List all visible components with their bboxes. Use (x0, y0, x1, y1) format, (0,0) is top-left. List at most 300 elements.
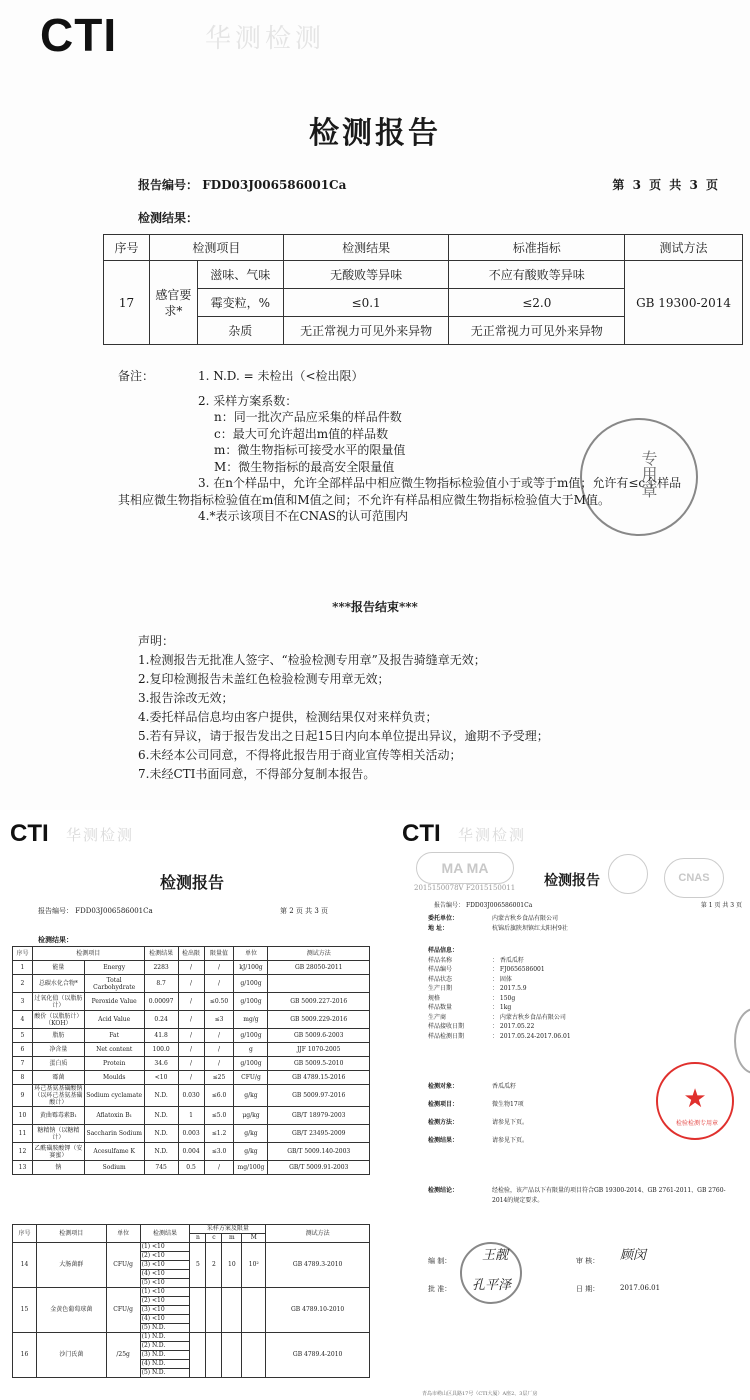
cell-en: Fat (84, 1029, 144, 1043)
cell-no: 1 (13, 961, 33, 975)
cell-result: N.D. (144, 1125, 178, 1143)
address-footer: 青岛市崂山区具路17号（CTI大厦）A座2、3层厂房 (422, 1391, 538, 1397)
report-number-label: 报告编号： (38, 907, 73, 915)
cell-method: GB 5009.6-2003 (268, 1029, 370, 1043)
cell-no: 12 (13, 1143, 33, 1161)
table-row (13, 1029, 370, 1043)
cell-sample-result: (3) <10 (140, 1261, 190, 1270)
cell-cn: 钠 (32, 1161, 84, 1175)
sample-info (428, 946, 728, 1041)
sample-key: 样品接收日期 (428, 1023, 465, 1030)
header-limit: 限量值 (204, 947, 234, 961)
cell-limit: / (204, 1043, 234, 1057)
header-standard: 标准指标 (449, 235, 625, 261)
cell-result: N.D. (144, 1085, 178, 1107)
page-title: 检测报告 (160, 873, 225, 892)
cell-lod: / (178, 975, 204, 993)
sample-key: 样品检测日期 (428, 1032, 465, 1040)
cti-logo-watermark: 华测检测 (458, 826, 527, 844)
cell-unit: CFU/g (106, 1288, 140, 1333)
table-row (13, 1243, 370, 1252)
cell-method: GB/T 23495-2009 (268, 1125, 370, 1143)
cell-method: GB 4789.3-2010 (266, 1243, 370, 1288)
cell-limit: ≤6.0 (204, 1085, 234, 1107)
cell-sample-result: (3) N.D. (140, 1351, 190, 1360)
header-unit: 单位 (106, 1225, 140, 1243)
seal-star-icon: ★ (683, 1084, 707, 1114)
cell-result: 34.6 (144, 1057, 178, 1071)
cell-sample-result: (5) <10 (140, 1279, 190, 1288)
check-value: 香瓜瓜籽 (492, 1083, 517, 1090)
row-item: 杂质 (197, 317, 283, 345)
sample-key: 样品编号 (428, 966, 453, 973)
cell-method: GB/T 18979-2003 (268, 1107, 370, 1125)
page-title: 检测报告 (309, 116, 441, 151)
declaration-line: 7.未经CTI书面同意，不得部分复制本报告。 (138, 767, 376, 781)
cell-no: 10 (13, 1107, 33, 1125)
edge-seal (734, 1008, 750, 1074)
sample-row (428, 984, 728, 994)
cell-unit: /25g (106, 1333, 140, 1378)
sample-label: 样品信息： (428, 947, 459, 954)
cell-cn: 蛋白质 (32, 1057, 84, 1071)
sample-value: ： FJ0656586001 (492, 966, 545, 973)
cnas-badge: CNAS (664, 858, 724, 898)
cell-item: 大肠菌群 (36, 1243, 106, 1288)
cell-unit: kJ/100g (234, 961, 268, 975)
sample-value: ： 2017.5.9 (492, 985, 527, 992)
cell-lod: / (178, 1011, 204, 1029)
cell-M (242, 1333, 266, 1378)
row-group: 感官要求* (149, 261, 197, 345)
cell-item: 金黄色葡萄球菌 (36, 1288, 106, 1333)
cell-lod: 0.5 (178, 1161, 204, 1175)
cell-item: 沙门氏菌 (36, 1333, 106, 1378)
note-line: c：最大可允许超出m值的样品数 (214, 426, 389, 441)
header-n: n (190, 1234, 206, 1243)
report-number-label: 报告编号： (434, 902, 465, 909)
report-number-value: FDD03J006586001Ca (75, 907, 153, 915)
table-header-row (13, 1225, 370, 1234)
declaration-section (138, 632, 738, 784)
cell-lod: 0.003 (178, 1125, 204, 1143)
cell-lod: / (178, 1071, 204, 1085)
cell-cn: 环己基氨基磺酸钠（以环己基氨基磺酸计） (34, 1085, 83, 1106)
header-result: 检测结果 (283, 235, 449, 261)
cma-badge: MA MA (416, 852, 514, 884)
cell-unit: g/kg (234, 1143, 268, 1161)
cell-limit: ≤5.0 (204, 1107, 234, 1125)
conclusion-row (428, 1186, 728, 1205)
client-key: 委托单位： (428, 915, 459, 922)
note-line: 其相应微生物指标检验值在m值和M值之间；不允许有样品相应微生物指标检验值大于M值。 (118, 492, 610, 507)
cell-sample-result: (5) N.D. (140, 1324, 190, 1333)
cell-m (222, 1288, 242, 1333)
report-date: 2017.06.01 (620, 1284, 661, 1292)
sample-value: ： 香瓜瓜籽 (492, 956, 524, 964)
check-key: 检测结果： (428, 1137, 459, 1144)
cell-cn: 酸价（以脂肪计）（KOH） (34, 1012, 83, 1027)
sample-value: ： 2017.05.22 (492, 1023, 535, 1030)
header-lod: 检出限 (178, 947, 204, 961)
check-key: 检测对象： (428, 1083, 459, 1090)
cell-no: 16 (13, 1333, 37, 1378)
cell-no: 4 (13, 1011, 33, 1029)
page-counter: 第 2 页 共 3 页 (280, 907, 329, 915)
cell-lod: / (178, 1057, 204, 1071)
cell-cn: 过氧化值（以脂肪计） (34, 994, 83, 1009)
row-no: 17 (104, 261, 150, 345)
table-row (13, 1085, 370, 1107)
sample-row (428, 1032, 728, 1042)
cell-result: <10 (144, 1071, 178, 1085)
header-method: 测试方法 (268, 947, 370, 961)
cell-result: 0.24 (144, 1011, 178, 1029)
sample-key: 样品数量 (428, 1004, 453, 1011)
seal-text: 检验检测专用章 (675, 1120, 718, 1127)
table-row (13, 1161, 370, 1175)
cell-m: 10 (222, 1243, 242, 1288)
cti-logo: CTI (10, 820, 49, 847)
sample-label-row (428, 946, 728, 956)
cell-unit: g/100g (234, 993, 268, 1011)
cma-codes: 2015150078V F2015150011 (414, 884, 516, 892)
note-line: 3. 在n个样品中，允许全部样品中相应微生物指标检验值小于或等于m值；允许有≤c个样品 (198, 476, 682, 490)
cell-result: N.D. (144, 1107, 178, 1125)
cell-method: GB 5009.227-2016 (268, 993, 370, 1011)
report-number (38, 906, 153, 916)
cell-no: 11 (13, 1125, 33, 1143)
cell-M (242, 1288, 266, 1333)
table-row (13, 1143, 370, 1161)
note-line: n：同一批次产品应采集的样品件数 (214, 410, 402, 424)
report-page-2 (0, 812, 385, 1400)
note-line: 4.*表示该项目不在CNAS的认可范围内 (198, 509, 409, 523)
table-header-row (13, 947, 370, 961)
cell-method: GB 5009.229-2016 (268, 1011, 370, 1029)
cell-method: GB/T 5009.140-2003 (268, 1143, 370, 1161)
sample-key: 生产日期 (428, 985, 453, 992)
cell-lod: / (178, 1029, 204, 1043)
client-row (428, 914, 728, 924)
cell-lod: / (178, 1043, 204, 1057)
sample-value: ： 内蒙古秋乡食品有限公司 (492, 1013, 566, 1021)
table-row (13, 1125, 370, 1143)
cell-en: Acesulfame K (84, 1143, 144, 1161)
declaration-line: 1.检测报告无批准人签字、“检验检测专用章”及报告骑缝章无效； (138, 653, 486, 667)
report-number-value: FDD03J006586001Ca (202, 178, 347, 192)
cell-cn: 净含量 (32, 1043, 84, 1057)
notes-label: 备注： (118, 369, 155, 383)
cell-no: 7 (13, 1057, 33, 1071)
header-plan: 采样方案及限量 (190, 1225, 266, 1234)
sample-row (428, 1022, 728, 1032)
cell-unit: mg/100g (234, 1161, 268, 1175)
results-table (12, 946, 370, 1175)
cell-limit: / (204, 1029, 234, 1043)
cell-unit: CFU/g (106, 1243, 140, 1288)
cell-en: Acid Value (84, 1011, 144, 1029)
cell-c (206, 1333, 222, 1378)
cell-no: 2 (13, 975, 33, 993)
page-title: 检测报告 (544, 873, 600, 889)
check-key: 检测方法： (428, 1119, 459, 1126)
report-number (138, 176, 346, 193)
cell-n: 5 (190, 1243, 206, 1288)
header-method: 测试方法 (625, 235, 743, 261)
cell-en: Moulds (84, 1071, 144, 1085)
compiler-signature: 王靓 (482, 1248, 509, 1263)
sample-row (428, 1003, 728, 1013)
cell-sample-result: (4) N.D. (140, 1360, 190, 1369)
cell-no: 6 (13, 1043, 33, 1057)
table-row (13, 961, 370, 975)
sample-value: ： 固体 (492, 975, 512, 983)
header-no: 序号 (13, 947, 33, 961)
cell-no: 13 (13, 1161, 33, 1175)
cell-M: 10² (242, 1243, 266, 1288)
cell-sample-result: (2) <10 (140, 1297, 190, 1306)
header-no: 序号 (13, 1225, 37, 1243)
cell-sample-result: (4) <10 (140, 1315, 190, 1324)
cell-c (206, 1288, 222, 1333)
cell-no: 14 (13, 1243, 37, 1288)
cell-en: Aflatoxin B₁ (84, 1107, 144, 1125)
cell-en: Peroxide Value (84, 993, 144, 1011)
cell-sample-result: (1) <10 (140, 1288, 190, 1297)
approver-label: 批 准： (428, 1285, 452, 1293)
cell-limit: ≤1.2 (204, 1125, 234, 1143)
sample-key: 生产商 (428, 1013, 447, 1021)
cell-sample-result: (2) N.D. (140, 1342, 190, 1351)
conclusion (428, 1186, 728, 1205)
cell-cn: 能量 (32, 961, 84, 975)
header-unit: 单位 (234, 947, 268, 961)
cell-sample-result: (5) N.D. (140, 1369, 190, 1378)
table-row (13, 975, 370, 993)
cti-logo: CTI (40, 9, 118, 61)
cti-logo: CTI (402, 820, 441, 847)
cell-unit: g/kg (234, 1085, 268, 1107)
cell-unit: g/100g (234, 1029, 268, 1043)
declaration-line: 5.若有异议，请于报告发出之日起15日内向本单位提出异议，逾期不予受理； (138, 729, 549, 743)
row-result: ≤0.1 (283, 289, 449, 317)
seal-stamp-text: 专用章 (639, 450, 658, 498)
page-counter: 第 1 页 共 3 页 (700, 902, 742, 909)
report-page-1 (398, 812, 750, 1400)
results-table (103, 234, 743, 345)
table-row (13, 1043, 370, 1057)
cell-result: 41.8 (144, 1029, 178, 1043)
cell-method: GB 5009.5-2010 (268, 1057, 370, 1071)
cell-lod: 0.004 (178, 1143, 204, 1161)
sample-row (428, 956, 728, 966)
header-item: 检测项目 (36, 1225, 106, 1243)
client-info (428, 914, 728, 933)
cell-result: 2283 (144, 961, 178, 975)
cell-limit: / (204, 961, 234, 975)
cti-logo-watermark: 华测检测 (205, 24, 326, 54)
note-line: 1. N.D. = 未检出（<检出限） (198, 369, 364, 383)
cell-method: GB/T 5009.91-2003 (268, 1161, 370, 1175)
cell-limit: ≤3 (204, 1011, 234, 1029)
cell-limit: / (204, 1161, 234, 1175)
cell-lod: 1 (178, 1107, 204, 1125)
cell-lod: / (178, 993, 204, 1011)
client-row (428, 924, 728, 934)
cell-sample-result: (3) <10 (140, 1306, 190, 1315)
header-item: 检测项目 (32, 947, 144, 961)
cell-limit: / (204, 975, 234, 993)
compiler-label: 编 制： (428, 1257, 452, 1265)
cell-limit: ≤3.0 (204, 1143, 234, 1161)
cell-unit: g/100g (234, 1057, 268, 1071)
cell-m (222, 1333, 242, 1378)
cell-no: 15 (13, 1288, 37, 1333)
sample-row (428, 975, 728, 985)
cell-en: Saccharin Sodium (84, 1125, 144, 1143)
sample-value: ： 150g (492, 994, 516, 1002)
cell-no: 9 (13, 1085, 33, 1107)
check-value: 请参见下页。 (492, 1119, 529, 1126)
sample-key: 样品名称 (428, 956, 453, 964)
declaration-line: 2.复印检测报告未盖红色检验检测专用章无效； (138, 672, 390, 686)
cell-sample-result: (1) N.D. (140, 1333, 190, 1342)
header-no: 序号 (104, 235, 150, 261)
cell-method (268, 975, 370, 993)
check-value: 微生物17项 (492, 1101, 524, 1108)
cell-unit: CFU/g (234, 1071, 268, 1085)
client-value: 杭锦后旗陕坝镇红太阳村9社 (492, 924, 568, 932)
cti-logo-watermark: 华测检测 (66, 826, 135, 844)
cell-unit: g/kg (234, 1125, 268, 1143)
row-result: 无正常视力可见外来异物 (283, 317, 449, 345)
cell-unit: g/100g (234, 975, 268, 993)
client-value: 内蒙古秋乡食品有限公司 (492, 915, 559, 922)
report-number (434, 900, 532, 909)
cell-method: JJF 1070-2005 (268, 1043, 370, 1057)
table-row (13, 993, 370, 1011)
cell-result: 8.7 (144, 975, 178, 993)
results-label: 检测结果： (38, 935, 73, 944)
cell-method: GB 4789.4-2010 (266, 1333, 370, 1378)
sample-key: 规格 (428, 994, 441, 1002)
cell-limit: / (204, 1057, 234, 1071)
header-method: 测试方法 (266, 1225, 370, 1243)
report-number-value: FDD03J006586001Ca (465, 902, 533, 909)
table-row (13, 1333, 370, 1342)
cell-unit: μg/kg (234, 1107, 268, 1125)
sample-row (428, 965, 728, 975)
table-row (13, 1107, 370, 1125)
cell-cn: 脂肪 (32, 1029, 84, 1043)
table-header-row (104, 235, 743, 261)
reviewer-signature: 顾闵 (620, 1248, 647, 1263)
note-line: M：微生物指标的最高安全限量值 (214, 459, 395, 474)
date-label: 日 期： (576, 1285, 600, 1293)
sample-row (428, 994, 728, 1004)
check-key: 检测项目： (428, 1101, 459, 1108)
sample-value: ： 1kg (492, 1004, 512, 1011)
cell-cn: 霉菌 (32, 1071, 84, 1085)
cell-method: GB 4789.15-2016 (268, 1071, 370, 1085)
sample-value: ： 2017.05.24-2017.06.01 (492, 1032, 571, 1040)
cell-en: Total Carbohydrate (84, 975, 144, 993)
cell-c: 2 (206, 1243, 222, 1288)
cell-result: 100.0 (144, 1043, 178, 1057)
microbiology-table (12, 1224, 370, 1378)
row-standard: ≤2.0 (449, 289, 625, 317)
row-method: GB 19300-2014 (625, 261, 743, 345)
cell-en: Sodium (84, 1161, 144, 1175)
table-row (13, 1071, 370, 1085)
cell-sample-result: (2) <10 (140, 1252, 190, 1261)
cell-result: N.D. (144, 1143, 178, 1161)
header-M: M (242, 1234, 266, 1243)
client-key: 地 址： (428, 924, 449, 932)
cell-no: 5 (13, 1029, 33, 1043)
row-item: 滋味、气味 (197, 261, 283, 289)
declaration-label: 声明： (138, 634, 175, 648)
cell-cn: 总碳水化合物* (32, 975, 84, 993)
note-line: m：微生物指标可接受水平的限量值 (214, 443, 406, 457)
row-result: 无酸败等异味 (283, 261, 449, 289)
row-standard: 不应有酸败等异味 (449, 261, 625, 289)
sample-key: 样品状态 (428, 975, 453, 983)
declaration-line: 3.报告涂改无效； (138, 691, 234, 705)
cell-sample-result: (4) <10 (140, 1270, 190, 1279)
table-row (104, 261, 743, 289)
table-row (13, 1011, 370, 1029)
approver-signature: 孔平泽 (472, 1278, 512, 1293)
cell-result: 745 (144, 1161, 178, 1175)
reviewer-label: 审 核： (576, 1257, 600, 1265)
row-standard: 无正常视力可见外来异物 (449, 317, 625, 345)
cell-lod: 0.030 (178, 1085, 204, 1107)
cell-lod: / (178, 961, 204, 975)
table-row (13, 1288, 370, 1297)
check-value: 请参见下页。 (492, 1137, 529, 1144)
cell-method: GB 5009.97-2016 (268, 1085, 370, 1107)
header-m: m (222, 1234, 242, 1243)
header-item: 检测项目 (149, 235, 283, 261)
results-label: 检测结果： (138, 211, 199, 225)
declaration-line: 6.未经本公司同意，不得将此报告用于商业宣传等相关活动； (138, 748, 462, 762)
row-item: 霉变粒，% (197, 289, 283, 317)
page-counter: 第 3 页 共 3 页 (612, 178, 718, 192)
cell-limit: ≤0.50 (204, 993, 234, 1011)
cell-n (190, 1333, 206, 1378)
cell-cn: 糖精钠（以糖精计） (32, 1125, 84, 1143)
cell-method: GB 28050-2011 (268, 961, 370, 975)
header-result: 检测结果 (144, 947, 178, 961)
conclusion-label: 检测结论： (428, 1187, 459, 1194)
conclusion-text: 经检验，该产品以下有限量的项目符合GB 19300-2014、GB 2761-2011、GB 2760-2014的规定要求。 (492, 1187, 726, 1204)
globe-icon (608, 854, 648, 894)
cell-no: 8 (13, 1071, 33, 1085)
cell-en: Net content (84, 1043, 144, 1057)
table-row (13, 1057, 370, 1071)
cell-en: Sodium cyclamate (84, 1085, 144, 1107)
report-number-label: 报告编号： (138, 178, 199, 192)
declaration-line: 4.委托样品信息均由客户提供，检测结果仅对来样负责； (138, 710, 438, 724)
cell-unit: g (234, 1043, 268, 1057)
cell-method: GB 4789.10-2010 (266, 1288, 370, 1333)
note-line: 2. 采样方案系数： (198, 393, 298, 408)
cell-n (190, 1288, 206, 1333)
cell-sample-result: (1) <10 (140, 1243, 190, 1252)
cell-en: Protein (84, 1057, 144, 1071)
